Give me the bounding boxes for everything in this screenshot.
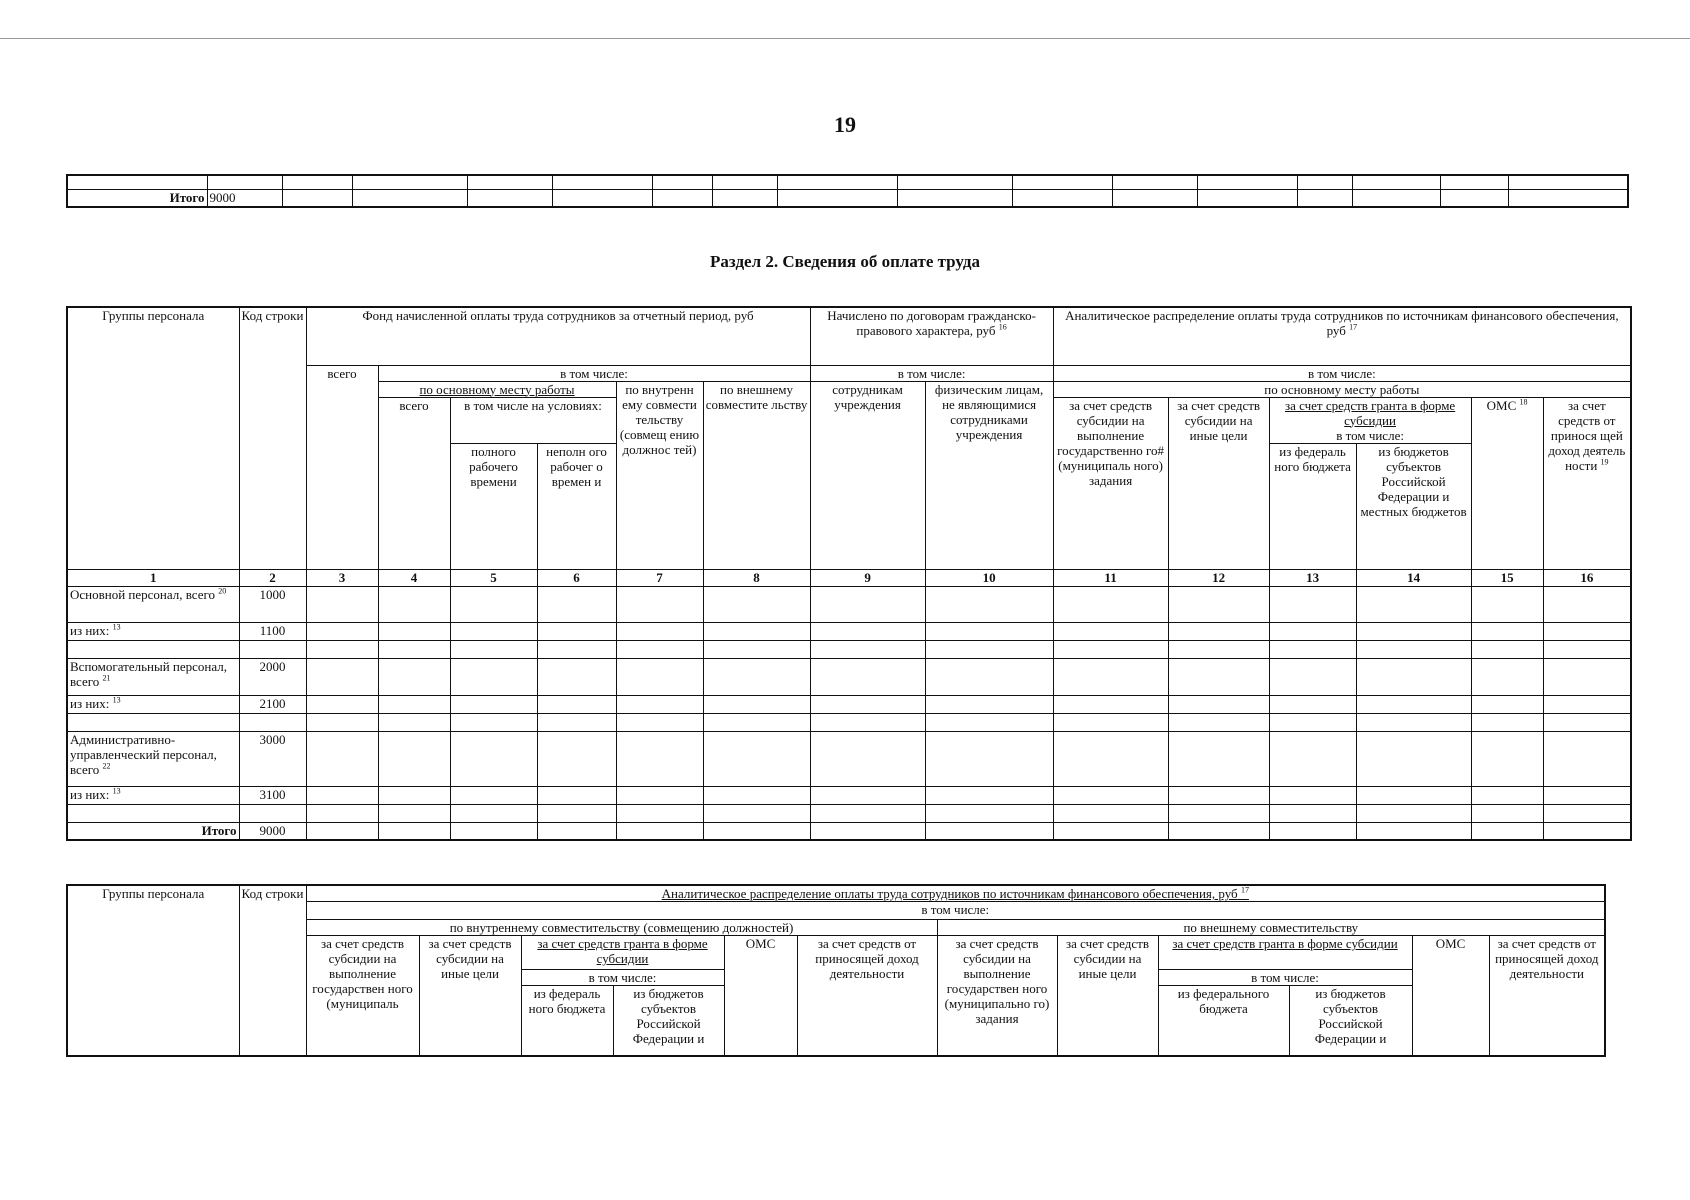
col-number: 13 [1269, 569, 1356, 586]
t3-header-row-code: Код строки [239, 885, 306, 1056]
col-number: 12 [1168, 569, 1269, 586]
section-title: Раздел 2. Сведения об оплате труда [710, 252, 980, 271]
analytic-table [66, 884, 1606, 1057]
t3-header-including: в том числе: [306, 902, 1605, 920]
header-col-16: за счет средств от принося щей доход деятель ности $^{19}$ [1543, 397, 1631, 569]
header-to-persons: физическим лицам, не являющимися сотрудниками учреждения [925, 381, 1053, 569]
header-grant: за счет средств гранта в форме субсидии в том числе: [1269, 397, 1471, 443]
t3-a3: из федераль ного бюджета [521, 986, 613, 1056]
col-number: 8 [703, 569, 810, 586]
row-label: из них: $^{13}$ [67, 786, 239, 804]
header-oms: ОМС $^{18}$ [1471, 397, 1543, 569]
row-label: из них: $^{13}$ [67, 695, 239, 713]
col-number: 10 [925, 569, 1053, 586]
row-label: Административно-управленческий персонал, всего $^{22}$ [67, 731, 239, 786]
header-main-place: по основному месту работы [378, 381, 616, 397]
header-including-analytic: в том числе: [1053, 365, 1631, 381]
col-number: 3 [306, 569, 378, 586]
prev-total-code: 9000 [207, 189, 282, 207]
col-number: 1 [67, 569, 239, 586]
col-number: 14 [1356, 569, 1471, 586]
t3-a1: за счет средств субсидии на выполнение государствен ного (муниципаль [306, 936, 419, 1056]
t3-header-staff-groups: Группы персонала [67, 885, 239, 1056]
t3-b-oms: ОМС [1412, 936, 1489, 1056]
header-external-combining: по внешнему совместите льству [703, 381, 810, 569]
header-analytic-distribution: Аналитическое распределение оплаты труда сотрудников по источникам финансового обеспечения, руб $^{17}$ [1053, 307, 1631, 365]
col-number: 7 [616, 569, 703, 586]
row-code: 3100 [239, 786, 306, 804]
t3-b4: из бюджетов субъектов Российской Федерации и [1289, 986, 1412, 1056]
t3-b-grant-incl: в том числе: [1158, 970, 1412, 986]
t3-a4: из бюджетов субъектов Российской Федерации и [613, 986, 724, 1056]
t3-b3: из федерального бюджета [1158, 986, 1289, 1056]
table-row [67, 586, 1631, 622]
previous-table-tail [66, 174, 1629, 208]
col-number: 11 [1053, 569, 1168, 586]
col-number: 16 [1543, 569, 1631, 586]
row-label: Вспомогательный персонал, всего $^{21}$ [67, 658, 239, 695]
header-full-time: полного рабочего времени [450, 443, 537, 569]
table-row [67, 786, 1631, 804]
header-payroll-fund: Фонд начисленной оплаты труда сотрудников за отчетный период, руб [306, 307, 810, 365]
header-main-place-analytic: по основному месту работы [1053, 381, 1631, 397]
t3-a-oms: ОМС [724, 936, 797, 1056]
header-total: всего [306, 365, 378, 569]
row-code: 2100 [239, 695, 306, 713]
col-number: 15 [1471, 569, 1543, 586]
col-number: 2 [239, 569, 306, 586]
row-label: Основной персонал, всего $^{20}$ [67, 586, 239, 622]
t3-a-grant-incl: в том числе: [521, 970, 724, 986]
header-including: в том числе: [378, 365, 810, 381]
t3-a2: за счет средств субсидии на иные цели [419, 936, 521, 1056]
t3-a-grant: за счет средств гранта в форме субсидии [521, 936, 724, 970]
col-number: 4 [378, 569, 450, 586]
header-col-13: из федераль ного бюджета [1269, 443, 1356, 569]
t3-b2: за счет средств субсидии на иные цели [1057, 936, 1158, 1056]
header-row-code: Код строки [239, 307, 306, 569]
t3-header-internal: по внутреннему совместительству (совмещению должностей) [306, 920, 937, 936]
header-col-12: за счет средств субсидии на иные цели [1168, 397, 1269, 569]
row-label: из них: $^{13}$ [67, 622, 239, 640]
header-staff-groups: Группы персонала [67, 307, 239, 569]
col-number: 5 [450, 569, 537, 586]
row-code: 3000 [239, 731, 306, 786]
row-code: 1100 [239, 622, 306, 640]
row-code: 2000 [239, 658, 306, 695]
header-internal-combining: по внутренн ему совмести тельству (совмещ ению должнос тей) [616, 381, 703, 569]
row-code: 1000 [239, 586, 306, 622]
table-row [67, 658, 1631, 695]
table-row [67, 622, 1631, 640]
header-col-11: за счет средств субсидии на выполнение государственно го# (муниципаль ного) задания [1053, 397, 1168, 569]
t3-header-external: по внешнему совместительству [937, 920, 1605, 936]
t3-header-analytic: Аналитическое распределение оплаты труда сотрудников по источникам финансового обеспечения, руб $^{17}$ [306, 885, 1605, 902]
total-label: Итого [67, 822, 239, 840]
header-on-conditions: в том числе на условиях: [450, 397, 616, 443]
scan-top-edge [0, 38, 1690, 39]
header-part-time: неполн ого рабочег о времен и [537, 443, 616, 569]
t3-b1: за счет средств субсидии на выполнение государствен ного (муниципально го) задания [937, 936, 1057, 1056]
table-row [67, 731, 1631, 786]
header-to-staff: сотрудникам учреждения [810, 381, 925, 569]
col-number: 9 [810, 569, 925, 586]
table-row [67, 695, 1631, 713]
header-col-14: из бюджетов субъектов Российской Федерации и местных бюджетов [1356, 443, 1471, 569]
t3-b5: за счет средств от приносящей доход деятельности [1489, 936, 1605, 1056]
t3-a5: за счет средств от приносящей доход деятельности [797, 936, 937, 1056]
header-including-gpc: в том числе: [810, 365, 1053, 381]
col-number: 6 [537, 569, 616, 586]
wage-table [66, 306, 1632, 841]
total-row [67, 822, 1631, 840]
total-code: 9000 [239, 822, 306, 840]
header-civil-contracts: Начислено по договорам гражданско-правового характера, руб $^{16}$ [810, 307, 1053, 365]
header-main-total: всего [378, 397, 450, 569]
prev-total-label: Итого [67, 189, 207, 207]
t3-b-grant: за счет средств гранта в форме субсидии [1158, 936, 1412, 970]
page-number: 19 [834, 112, 856, 137]
